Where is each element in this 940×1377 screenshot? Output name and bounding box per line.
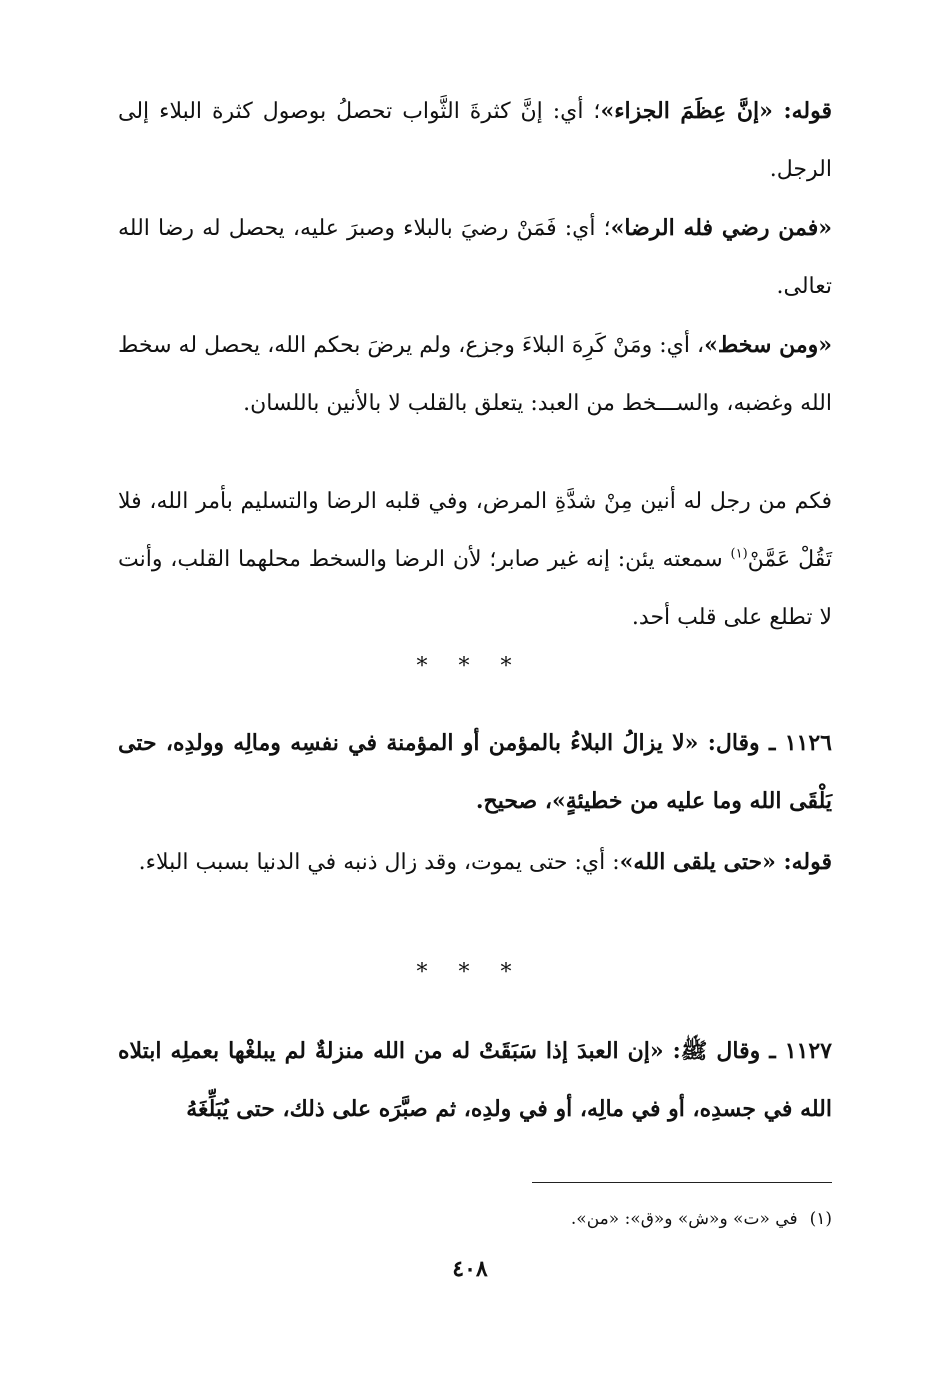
footnote-text: في «ت» و«ش» و«ق»: «من». <box>570 1209 798 1229</box>
explanation-meeting-allah: : أي: حتى يموت، وقد زال ذنبه في الدنيا بسبب البلاء. <box>138 850 620 875</box>
paragraph-discontent <box>118 316 832 433</box>
footnote-number: (١) <box>809 1209 832 1229</box>
explanation-contentment: ؛ أي: فَمَنْ رضيَ بالبلاء وصبرَ عليه، يحصل له رضا الله تعالى. <box>118 216 832 299</box>
paragraph-meeting-allah <box>118 833 832 892</box>
explanation-reward: ؛ أي: إنَّ كثرةَ الثَّواب تحصلُ بوصول كثرة البلاء إلى الرجل. <box>118 99 832 182</box>
paragraph-reward <box>118 82 832 199</box>
footnote <box>300 1204 832 1234</box>
page-number: ٤٠٨ <box>452 1256 488 1282</box>
footnote-divider <box>532 1182 832 1183</box>
section-separator: * * * <box>416 960 524 985</box>
quote-meeting-allah: قوله: «حتى يلقى الله» <box>619 849 832 875</box>
quote-discontent: «ومن سخط» <box>704 332 832 358</box>
moaning-text-b: سمعته يئن: إنه غير صابر؛ لأن الرضا والسخط محلهما القلب، وأنت لا تطلع على قلب أحد. <box>118 547 832 630</box>
footnote-marker: (١) <box>730 546 748 562</box>
hadith-1126: ١١٢٦ ـ وقال: «لا يزالُ البلاءُ بالمؤمن أو المؤمنة في نفسِه ومالِه وولدِه، حتى يَلْقَى الله وما عليه من خطيئةٍ»، صحيح. <box>118 730 832 814</box>
explanation-discontent: ، أي: ومَنْ كَرِهَ البلاءَ وجزع، ولم يرضَ بحكم الله، يحصل له سخط الله وغضبه، والســـخط من العبد: يتعلق بالقلب لا بالأنين باللسان. <box>118 333 832 416</box>
moaning-text-a: فكم من رجل له أنين مِنْ شدَّةِ المرض، وفي قلبه الرضا والتسليم بأمر الله، فلا تَقُلْ عَمَّنْ <box>118 489 832 572</box>
paragraph-moaning <box>118 473 832 647</box>
hadith-1127: ١١٢٧ ـ وقال ﷺ: «إن العبدَ إذا سَبَقَتْ له من الله منزلةٌ لم يبلغْها بعملِه ابتلاه الله في جسدِه، أو في مالِه، أو في ولدِه، ثم صبَّرَه على ذلك، حتى يُبَلِّغَهُ <box>118 1038 832 1122</box>
quote-contentment: «فمن رضي فله الرضا» <box>610 215 832 241</box>
paragraph-contentment <box>118 199 832 316</box>
section-separator: * * * <box>416 654 524 679</box>
quote-reward: قوله: «إنَّ عِظَمَ الجزاء» <box>600 98 832 124</box>
